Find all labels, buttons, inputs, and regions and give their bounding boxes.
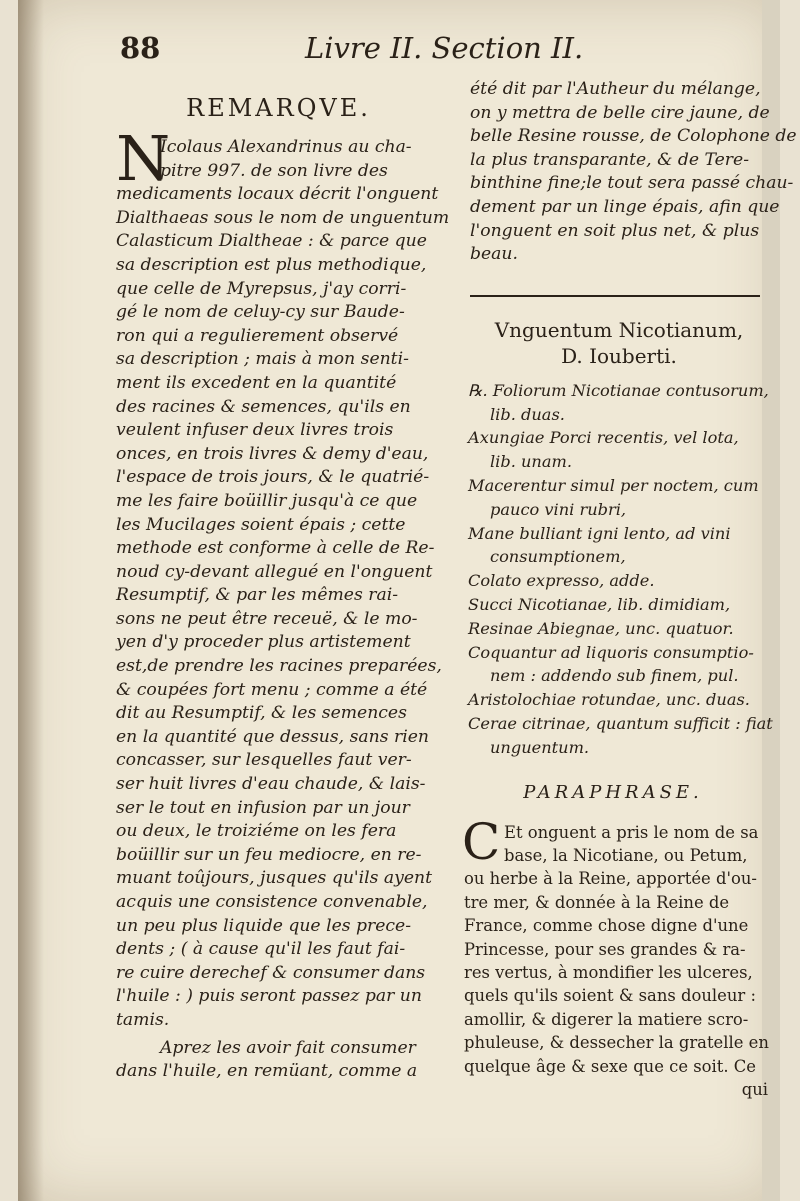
recipe-line: pauco vini rubri, [490, 499, 627, 519]
text-line: yen d'y proceder plus artistement [116, 632, 411, 653]
recipe-line: Aristolochiae rotundae, unc. duas. [468, 690, 750, 710]
text-line: tre mer, & donnée à la Reine de [464, 892, 730, 912]
text-line: France, comme chose digne d'une [464, 916, 749, 936]
text-line: ment ils excedent en la quantité [116, 372, 397, 393]
text-line: boüillir sur un feu mediocre, en re- [116, 844, 422, 865]
recipe-line: Axungiae Porci recentis, vel lota, [468, 428, 739, 448]
paraphrase-paragraph [448, 812, 778, 1102]
text-line: beau. [470, 244, 518, 265]
text-line: acquis une consistence convenable, [116, 892, 428, 912]
text-line: dans l'huile, en remüant, comme a [116, 1061, 418, 1082]
text-line: Princesse, pour ses grandes & ra- [464, 939, 746, 959]
text-line: amollir, & digerer la matiere scro- [464, 1009, 749, 1029]
text-line: ser huit livres d'eau chaude, & lais- [116, 774, 426, 795]
text-line: quelque âge & sexe que ce soit. Ce [464, 1056, 757, 1076]
recipe-line: Cerae citrinae, quantum sufficit : fiat [468, 713, 773, 733]
text-line: ron qui a regulierement observé [116, 325, 399, 346]
recipe-author: D. Iouberti. [561, 343, 677, 368]
text-line: binthine fine;le tout sera passé chau- [470, 173, 794, 194]
text-line: Et onguent a pris le nom de sa [504, 822, 759, 842]
text-line: ou deux, le troiziéme on les fera [116, 821, 397, 842]
text-line: muant toûjours, jusques qu'ils ayent [116, 868, 433, 889]
text-line: methode est conforme à celle de Re- [116, 538, 435, 559]
text-line: sons ne peut être receuë, & le mo- [116, 608, 418, 629]
text-line: re cuire derechef & consumer dans [116, 962, 426, 983]
text-line: noud cy-devant allegué en l'onguent [116, 561, 433, 582]
text-line: dit au Resumptif, & les semences [116, 703, 407, 724]
recipe-line: Succi Nicotianae, lib. dimidiam, [468, 594, 731, 614]
text-line: un peu plus liquide que les prece- [116, 915, 412, 936]
recipe-line: Coquantur ad liquoris consumptio- [468, 642, 754, 662]
text-line: & coupées fort menu ; comme a été [116, 679, 428, 700]
recipe-ingredients [448, 379, 778, 760]
text-line: la plus transparante, & de Tere- [470, 149, 750, 170]
text-line: onces, en trois livres & demy d'eau, [116, 443, 429, 464]
paragraph-lines [116, 136, 450, 1033]
recipe-line: lib. duas. [490, 404, 565, 424]
recipe-line: lib. unam. [490, 452, 573, 472]
text-line: medicaments locaux décrit l'onguent [116, 184, 439, 205]
recipe-line: unguentum. [490, 737, 590, 757]
text-line: les Mucilages soient épais ; cette [116, 514, 406, 535]
text-line: on y mettra de belle cire jaune, de [470, 102, 770, 123]
drop-cap-n: N [116, 122, 171, 195]
recipe-line: Macerentur simul per noctem, cum [468, 475, 759, 495]
text-line: belle Resine rousse, de Colophone de [470, 126, 797, 147]
right-column [448, 78, 797, 1101]
text-line: veulent infuser deux livres trois [116, 420, 394, 441]
page-number: 88 [120, 31, 161, 65]
text-line: tamis. [116, 1009, 170, 1030]
remarque-continuation [448, 78, 797, 267]
text-line: ser le tout en infusion par un jour [116, 797, 410, 818]
recipe-line: Mane bulliant igni lento, ad vini [468, 523, 731, 543]
text-line: sa description est plus methodique, [116, 254, 427, 275]
gutter-shadow [18, 0, 44, 1201]
text-line: été dit par l'Autheur du mélange, [470, 79, 761, 99]
text-line: dents ; ( à cause qu'il les faut fai- [116, 939, 406, 960]
text-line: pitre 997. de son livre des [160, 160, 388, 181]
text-line: Dialthaeas sous le nom de unguentum [116, 207, 450, 228]
text-line: res vertus, à mondifier les ulceres, [464, 962, 753, 982]
text-line: quels qu'ils soient & sans douleur : [464, 986, 756, 1006]
book-page [18, 0, 797, 1201]
text-line: en la quantité que dessus, sans rien [116, 726, 429, 747]
text-line: Aprez les avoir fait consumer [160, 1037, 416, 1058]
text-line: l'onguent en soit plus net, & plus [470, 220, 760, 241]
running-title: Livre II. Section II. [305, 31, 584, 65]
text-line: est,de prendre les racines preparées, [116, 656, 442, 677]
left-column [116, 78, 450, 1084]
running-head [120, 28, 640, 68]
text-line: sa description ; mais à mon senti- [116, 349, 409, 370]
text-line: Icolaus Alexandrinus au cha- [160, 137, 412, 157]
text-line: des racines & semences, qu'ils en [116, 396, 411, 417]
text-line: Calasticum Dialtheae : & parce que [116, 231, 427, 252]
recipe-title: Vnguentum Nicotianum, [494, 317, 744, 342]
recipe-line: Resinae Abiegnae, unc. quatuor. [468, 618, 734, 638]
text-line: concasser, sur lesquelles faut ver- [116, 750, 412, 771]
recipe-line: nem : addendo sub finem, pul. [490, 666, 739, 686]
text-line: phuleuse, & dessecher la gratelle en [464, 1033, 769, 1053]
text-line: me les faire boüillir jusqu'à ce que [116, 490, 418, 511]
recipe-line: ℞. Foliorum Nicotianae contusorum, [468, 380, 769, 400]
text-line: l'espace de trois jours, & le quatrié- [116, 467, 430, 488]
paraphrase-heading: PARAPHRASE. [523, 781, 703, 803]
text-line: base, la Nicotiane, ou Petum, [504, 845, 748, 865]
remarque-paragraph-1 [116, 122, 450, 1033]
recipe-line: consumptionem, [490, 547, 626, 567]
text-line: dement par un linge épais, afin que [470, 196, 780, 217]
text-line: que celle de Myrepsus, j'ay corri- [116, 278, 407, 299]
drop-cap-c: C [462, 812, 501, 871]
text-line: ou herbe à la Reine, apportée d'ou- [464, 869, 757, 889]
text-line: gé le nom de celuy-cy sur Baude- [116, 302, 405, 323]
section-rule [470, 295, 760, 297]
text-line: l'huile : ) puis seront passez par un [116, 986, 422, 1007]
recipe-line: Colato expresso, adde. [468, 571, 655, 591]
catchword: qui [741, 1079, 768, 1099]
remarque-heading: REMARQVE. [186, 94, 371, 122]
remarque-paragraph-2 [116, 1037, 441, 1084]
text-line: Resumptif, & par les mêmes rai- [116, 585, 399, 606]
